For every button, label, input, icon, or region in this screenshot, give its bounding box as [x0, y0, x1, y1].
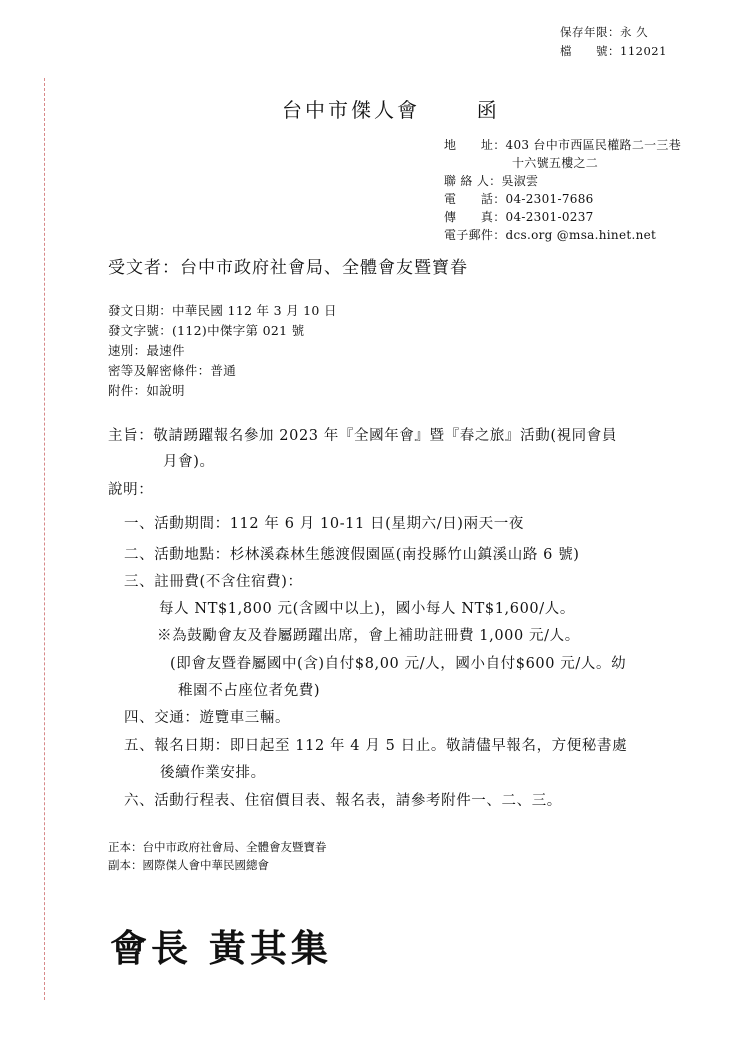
address-line-2: 十六號五樓之二 [512, 156, 599, 170]
fax-label: 傳 真： [444, 210, 506, 224]
fax [444, 208, 594, 225]
contact-value: 吳淑雲 [501, 174, 539, 188]
issue-date: 發文日期：中華民國 112 年 3 月 10 日 [108, 303, 337, 318]
file-number-label: 檔 號： [560, 44, 620, 58]
fax-value: 04-2301-0237 [505, 210, 594, 224]
binding-margin-line [44, 78, 45, 1000]
subject-line-2: 月會)。 [163, 454, 215, 470]
address-value: 403 台中市西區民權路二一三巷 [505, 138, 682, 152]
item-registration-date: 五、報名日期：即日起至 112 年 4 月 5 日止。敬請儘早報名，方便秘書處 [124, 738, 628, 754]
contact-label: 聯 絡 人： [444, 174, 502, 188]
recipient: 受文者：台中市政府社會局、全體會友暨寶眷 [108, 258, 468, 278]
item-fee-heading: 三、註冊費(不含住宿費)： [124, 574, 303, 590]
file-number [560, 43, 667, 59]
document-type: 函 [476, 98, 500, 122]
address-line-1 [444, 136, 681, 153]
file-number-value: 112021 [620, 44, 667, 58]
attachments: 附件：如說明 [108, 383, 185, 398]
email [444, 226, 656, 243]
item-fee-note-1: (即會友暨眷屬國中(含)自付$8,00 元/人，國小自付$600 元/人。幼 [170, 656, 627, 672]
retention-period [560, 24, 648, 40]
security-level: 密等及解密條件：普通 [108, 363, 237, 378]
address-label: 地 址： [444, 138, 506, 152]
contact-person [444, 172, 538, 189]
letter-title [282, 94, 500, 123]
item-location: 二、活動地點：杉林溪森林生態渡假園區(南投縣竹山鎮溪山路 6 號) [124, 547, 580, 563]
item-transport: 四、交通：遊覽車三輛。 [124, 710, 291, 726]
copy-recipients: 副本：國際傑人會中華民國總會 [108, 858, 269, 872]
phone-label: 電 話： [444, 192, 506, 206]
organization-name: 台中市傑人會 [282, 98, 420, 122]
item-fee-detail: 每人 NT$1,800 元(含國中以上)，國小每人 NT$1,600/人。 [159, 601, 575, 617]
subject-line-1: 主旨：敬請踴躍報名參加 2023 年『全國年會』暨『春之旅』活動(視同會員 [108, 428, 617, 444]
item-period: 一、活動期間：112 年 6 月 10-11 日(星期六/日)兩天一夜 [124, 516, 524, 532]
item-fee-note-2: 稚園不占座位者免費) [178, 683, 321, 699]
retention-label: 保存年限： [560, 25, 620, 39]
explanation-heading: 說明： [108, 482, 154, 498]
retention-value: 永 久 [620, 25, 649, 39]
email-value: dcs.org @msa.hinet.net [505, 228, 657, 242]
item-fee-subsidy: ※為鼓勵會友及眷屬踴躍出席，會上補助註冊費 1,000 元/人。 [157, 628, 580, 644]
urgency: 速別：最速件 [108, 343, 185, 358]
email-label: 電子郵件： [444, 228, 506, 242]
item-attachments: 六、活動行程表、住宿價目表、報名表，請參考附件一、二、三。 [124, 793, 562, 809]
phone-value: 04-2301-7686 [505, 192, 594, 206]
item-registration-date-cont: 後續作業安排。 [160, 765, 266, 781]
original-recipients: 正本：台中市政府社會局、全體會友暨寶眷 [108, 840, 327, 854]
phone [444, 190, 594, 207]
issue-number: 發文字號：(112)中傑字第 021 號 [108, 323, 305, 338]
chairman-signature: 會長 黃其集 [110, 927, 332, 970]
